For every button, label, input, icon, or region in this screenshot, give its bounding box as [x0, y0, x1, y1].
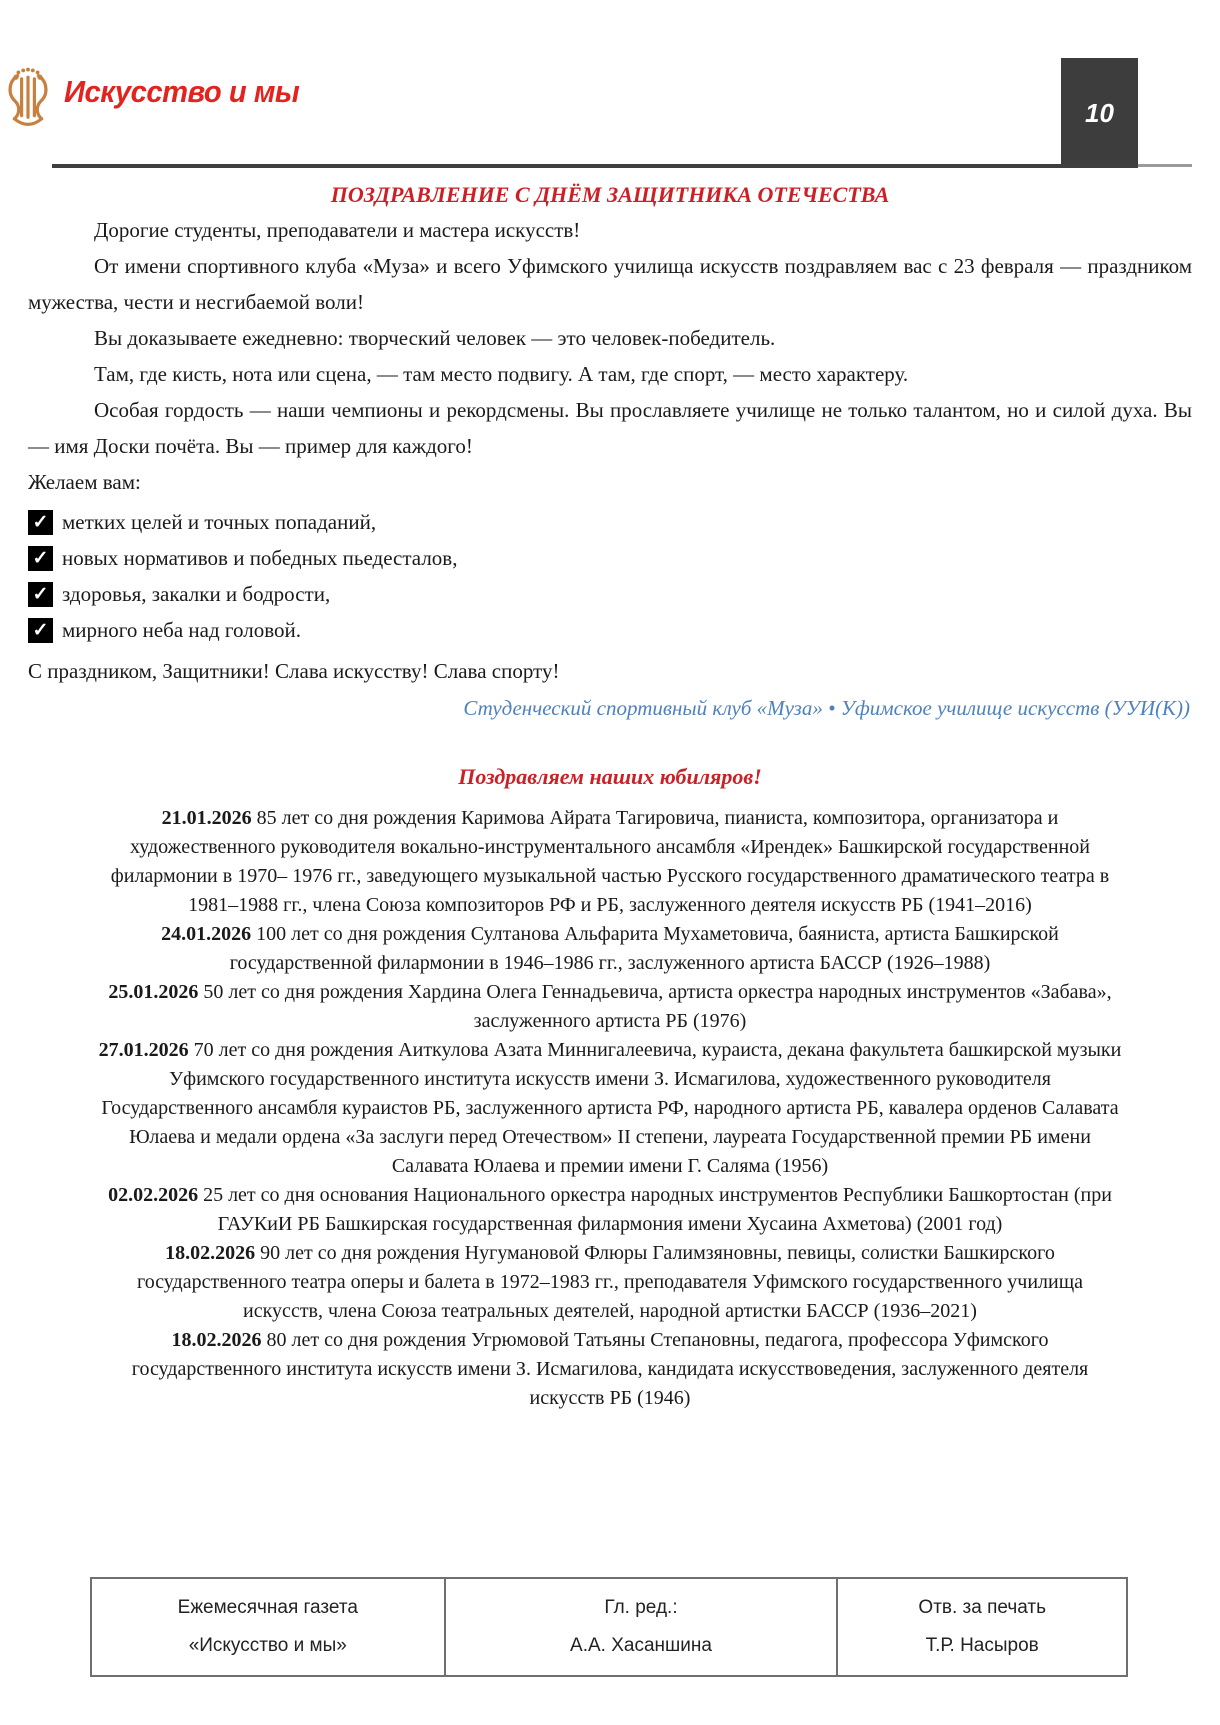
footer-cell-line2: Т.Р. Насыров: [925, 1635, 1039, 1656]
jubilee-entry: [98, 1326, 1122, 1413]
checkbox-checked-icon: ✓: [28, 546, 53, 571]
page-content: [0, 168, 1220, 1413]
page-number: 10: [1085, 97, 1114, 128]
jubilee-text: 50 лет со дня рождения Хардина Олега Геннадьевича, артиста оркестра народных инструментов «Забава», заслуженного артиста РБ (1976): [198, 981, 1112, 1032]
wish-item: [28, 617, 1192, 644]
jubilee-date: 24.01.2026: [161, 923, 252, 945]
footer-cell-line1: Ежемесячная газета: [177, 1597, 358, 1618]
jubilee-entry: [98, 920, 1122, 978]
greeting-paragraph: От имени спортивного клуба «Муза» и всего Уфимского училища искусств поздравляем вас с 23 февраля — праздником мужества, чести и несгибаемой воли!: [28, 254, 1192, 314]
jubilee-date: 02.02.2026: [108, 1184, 199, 1206]
jubilee-date: 27.01.2026: [98, 1039, 189, 1061]
greeting-paragraph: Особая гордость — наши чемпионы и рекордсмены. Вы прославляете училище не только талантом, но и силой духа. Вы — имя Доски почёта. Вы — пример для каждого!: [28, 398, 1192, 458]
page-footer: [90, 1577, 1128, 1677]
footer-cell-line2: А.А. Хасаншина: [570, 1635, 712, 1656]
signature-line: Студенческий спортивный клуб «Муза» • Уфимское училище искусств (УУИ(К)): [463, 696, 1190, 720]
jubilee-entry: [98, 1239, 1122, 1326]
footer-cell: [92, 1579, 444, 1675]
jubilees-heading: Поздравляем наших юбиляров!: [458, 764, 762, 789]
jubilee-entries: [28, 804, 1192, 1413]
greeting-paragraphs: [28, 212, 1192, 464]
wishes-list: [28, 509, 1192, 644]
checkbox-checked-icon: ✓: [28, 618, 53, 643]
jubilee-text: 100 лет со дня рождения Султанова Альфарита Мухаметовича, баяниста, артиста Башкирской государственной филармонии в 1946–1986 гг., заслуженного артиста БАССР (1926–1988): [229, 923, 1059, 974]
jubilee-text: 70 лет со дня рождения Аиткулова Азата Миннигалеевича, кураиста, декана факультета башкирской музыки Уфимского государственного института искусств имени З. Исмагилова, художественного руководителя Государственного ансамбля кураистов РБ, заслуженного артиста РФ, народного артиста РБ, кавалера орденов Салавата Юлаева и медали ордена «За заслуги перед Отечеством» II степени, лауреата Государственной премии РБ имени Салавата Юлаева и премии имени Г. Саляма (1956): [101, 1039, 1122, 1177]
footer-cell-line1: Отв. за печать: [918, 1597, 1046, 1618]
jubilee-entry: [98, 1181, 1122, 1239]
jubilee-entry: [98, 804, 1122, 920]
greeting-paragraph: Дорогие студенты, преподаватели и мастера искусств!: [94, 218, 581, 242]
wish-item: [28, 581, 1192, 608]
masthead: [0, 0, 1220, 168]
jubilee-text: 25 лет со дня основания Национального оркестра народных инструментов Республики Башкортостан (при ГАУКиИ РБ Башкирская государственная филармония имени Хусаина Ахметова) (2001 год): [198, 1184, 1112, 1235]
footer-cell: [836, 1579, 1126, 1675]
wish-text: мирного неба над головой.: [62, 618, 301, 642]
wish-text: метких целей и точных попаданий,: [62, 510, 377, 534]
closing-line: С праздником, Защитники! Слава искусству! Слава спорту!: [28, 659, 560, 683]
jubilee-date: 18.02.2026: [165, 1242, 256, 1264]
checkbox-checked-icon: ✓: [28, 510, 53, 535]
jubilee-entry: [98, 978, 1122, 1036]
footer-cell-line2: «Искусство и мы»: [188, 1635, 347, 1656]
header-divider: [52, 164, 1138, 168]
jubilee-entry: [98, 1036, 1122, 1181]
jubilee-date: 25.01.2026: [108, 981, 199, 1003]
wish-item: [28, 545, 1192, 572]
greeting-paragraph: Там, где кисть, нота или сцена, — там место подвигу. А там, где спорт, — место характеру.: [94, 362, 909, 386]
footer-table: [90, 1577, 1128, 1677]
jubilee-text: 90 лет со дня рождения Нугумановой Флюры Галимзяновны, певицы, солистки Башкирского государственного театра оперы и балета в 1972–1983 гг., преподавателя Уфимского государственного училища искусств, члена Союза театральных деятелей, народной артистки БАССР (1936–2021): [136, 1242, 1083, 1322]
lyre-icon: [4, 60, 52, 136]
greeting-paragraph: Вы доказываете ежедневно: творческий человек — это человек-победитель.: [94, 326, 776, 350]
wish-text: новых нормативов и победных пьедесталов,: [62, 546, 458, 570]
page-number-badge: [1061, 58, 1138, 168]
wish-text: здоровья, закалки и бодрости,: [62, 582, 331, 606]
wishes-intro: Желаем вам:: [28, 470, 141, 494]
masthead-title: Искусство и мы: [64, 74, 300, 109]
checkbox-checked-icon: ✓: [28, 582, 53, 607]
greeting-heading: ПОЗДРАВЛЕНИЕ С ДНЁМ ЗАЩИТНИКА ОТЕЧЕСТВА: [330, 182, 890, 207]
footer-cell: [444, 1579, 837, 1675]
wish-item: [28, 509, 1192, 536]
jubilee-text: 80 лет со дня рождения Угрюмовой Татьяны Степановны, педагога, профессора Уфимского государственного института искусств имени З. Исмагилова, кандидата искусствоведения, заслуженного деятеля искусств РБ (1946): [131, 1329, 1089, 1409]
footer-cell-line1: Гл. ред.:: [604, 1597, 678, 1618]
jubilee-date: 21.01.2026: [161, 807, 252, 829]
jubilee-date: 18.02.2026: [171, 1329, 262, 1351]
jubilee-text: 85 лет со дня рождения Каримова Айрата Тагировича, пианиста, композитора, организатора и художественного руководителя вокально-инструментального ансамбля «Ирендек» Башкирской государственной филармонии в 1970– 1976 гг., заведующего музыкальной частью Русского государственного драматического театра в 1981–1988 гг., члена Союза композиторов РФ и РБ, заслуженного деятеля искусств РБ (1941–2016): [110, 807, 1110, 916]
